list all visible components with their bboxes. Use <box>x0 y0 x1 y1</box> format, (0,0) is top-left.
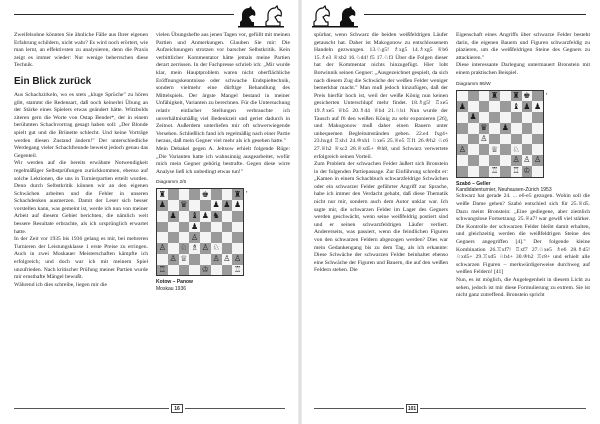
board-square <box>157 211 168 222</box>
paragraph: Nun, es ist möglich, die Angelegenheit in diesem Licht zu sehen, jedoch ist mir diese Formulierung zu extrem. Sie ist nicht ganz zutreffend. Bronstein spricht <box>456 276 590 299</box>
board-square <box>222 265 233 276</box>
board-square <box>179 232 190 243</box>
diagram-players: Szabó – Geller <box>456 180 491 187</box>
board-square <box>479 101 490 112</box>
diagram-caption <box>456 181 590 194</box>
chess-piece-square: ♟ <box>158 200 166 210</box>
left-column-1 <box>14 32 148 289</box>
board-square <box>468 123 479 134</box>
chess-piece-square: ♜ <box>512 90 520 100</box>
board-square <box>211 265 222 276</box>
chess-piece-square: ♞ <box>212 211 220 221</box>
diagram-event: Moskau 1936 <box>156 285 187 292</box>
paragraph: Zweifelsohne könnten Sie ähnliche Fälle aus Ihrer eigenen Erfahrung schildern, nicht wahr? Es wird noch erörtert, wie man lernt, an effektivsten zu analysieren, denn die Praxis zeigt es immer wieder: Nur wenige beherrschen diese Technik. <box>14 32 148 69</box>
paragraph: Während ich dies schreibe, liegen mir die <box>14 281 108 288</box>
chess-piece-square: ♛ <box>180 200 188 210</box>
board-square <box>179 265 190 276</box>
board-square <box>500 155 511 166</box>
paragraph: vielen Übungshefte aus jenen Tagen vor, gefüllt mit meinen Partien und Anmerkungen. Glauben Sie mir: Die Aufzeichnungen strotzen vor barscher Selbstkritik. Kein verbittlicher Kommentator hätte jemals meine Partien derart zerrissen. In der Fachpresse schrieb ich: „Mir wurde klar, mein Hauptproblem waren nicht oberflächliche Eröffnungskenntnisse oder schwache Endspieltechnik, sondern vielmehr eine dürftige Behandlung des Mittelspiels. Der ärgste Mangel bestand in meiner Unfähigkeit, Varianten zu berechnen. Für die Untersuchung relativ einfacher Stellungen verbrauchte ich unverhältnismäßig viel Bedenkzeit und geriet dadurch in Zeitnot. Außerdem unterliefen mir oft schwerwiegende Versehen. Schließlich fand ich regelmäßig nach einer Partie heraus, daß mein Gegner viel mehr als ich gesehen hatte." <box>156 32 290 145</box>
board-square <box>457 134 468 145</box>
chess-piece-square: ♚ <box>201 189 209 199</box>
chess-piece-square: ♟ <box>501 123 509 133</box>
diagram-label: Diagramm 86/W <box>456 81 491 87</box>
chess-piece-square: ♜ <box>158 189 166 199</box>
board-side-marks: ▪ <box>246 189 248 195</box>
chessboard <box>456 90 544 178</box>
chess-piece-square: ♕ <box>491 144 499 154</box>
paragraph: Wir werden auf die bereits erwähnte Notwendigkeit regelmäßiger Selbstprüfungen zurückkommen, ebenso auf solche Lektionen, die uns in Turnierpartien erteilt wurden. Denn durch Selbstkritik können wir an den eigenen Schwächen arbeiten und die Fehler in unseren Schachdenken ausmerzen. Damit der Leser sich besser vorstellen kann, was gemeint ist, werde ich nun von meiner Arbeit auf diesem Gebiet berichten, die nämlich weit bessere Resultate erbrachte, als ich ursprünglich erwartet hatte. <box>14 160 148 235</box>
chess-piece-square: ♟ <box>458 101 466 111</box>
chess-piece-square: ♕ <box>180 254 188 264</box>
board-square <box>479 112 490 123</box>
board-square <box>168 243 179 254</box>
board-square <box>511 123 522 134</box>
board-square <box>479 91 490 102</box>
board-square <box>222 189 233 200</box>
footer-rule <box>420 408 586 409</box>
footer-rule <box>14 408 169 409</box>
paragraph: Aus Schachzirkeln, wo es stets „kluge Sprüche" zu hören gibt, stammt die Redensart, daß noch keinerlei Übung an der Stärke eines Spielers etwas geändert hätte. Witzbolds ziteren gern die Worte von Ostap Bender*, der in einem berühmten Schachvortrag gesagt haben soll: „Der Blonde spielt gut und die Brünette schlecht. Und keine Vorträge werden diesen Zustand ändern!" Der unterschiedliche Werdegang vieler Schachfreunde beweist jedoch genau das Gegenteil. <box>14 91 148 159</box>
board-square <box>189 200 200 211</box>
chess-piece-square: ♜ <box>491 90 499 100</box>
book-gutter <box>298 0 302 424</box>
chess-knights-logo-icon <box>310 4 360 28</box>
board-square <box>189 189 200 200</box>
chess-piece-square: ♚ <box>523 90 531 100</box>
header-rule <box>364 14 586 15</box>
board-square <box>168 189 179 200</box>
chess-piece-square: ♙ <box>212 254 220 264</box>
board-square <box>532 112 543 123</box>
chess-piece-square: ♘ <box>512 144 520 154</box>
board-square <box>468 91 479 102</box>
right-column-2 <box>456 32 590 300</box>
board-square <box>222 232 233 243</box>
chess-piece-square: ♟ <box>469 112 477 122</box>
chess-piece-square: ♟ <box>191 221 199 231</box>
chess-piece-square: ♙ <box>512 155 520 165</box>
chess-piece-square: ♖ <box>491 166 499 176</box>
chess-piece-square: ♖ <box>158 264 166 274</box>
board-square <box>468 155 479 166</box>
board-square <box>479 144 490 155</box>
board-square <box>200 200 211 211</box>
board-square <box>179 222 190 233</box>
diagram-caption <box>156 279 290 292</box>
board-square <box>522 144 533 155</box>
board-square <box>211 189 222 200</box>
board-square <box>468 134 479 145</box>
board-square <box>457 155 468 166</box>
board-square <box>532 91 543 102</box>
paragraph: Mein Debakel gegen A. Jeltsow erhielt folgende Rüge: „Die Varianten hatte ich wahnsinnig ausgearbeitet, wofür mich mein Gegner gehörig bestrafte. Gegen diese wirre Analyse ließ ich unbedingt etwas tun!" <box>156 145 290 175</box>
chess-piece-square: ♟ <box>223 200 231 210</box>
chess-diagram <box>456 90 552 178</box>
board-square <box>511 112 522 123</box>
chess-piece-square: ♛ <box>480 123 488 133</box>
board-square <box>200 222 211 233</box>
board-square <box>232 222 243 233</box>
diagram-label: Diagramm 2/5 <box>156 180 187 186</box>
board-square <box>457 91 468 102</box>
chess-piece-square: ♙ <box>234 254 242 264</box>
board-square <box>468 101 479 112</box>
board-square <box>222 222 233 233</box>
chess-piece-square: ♙ <box>523 155 531 165</box>
paragraph: In der Zeit vor 1935 bis 1936 gelang es mir, bei mehreren Turnieren der Leistungsklasse 1 erste Preise zu erringen. Auch in zwei Moskauer Meisterschaften kämpfte ich erfolgreich; und doch war ich mit meinem Spiel unzufrieden. Nach kritischer Prüfung meiner Partien wurde mir ernsthafte Mängel bewußt. <box>14 236 148 281</box>
chess-piece-square: ♟ <box>534 101 542 111</box>
right-page <box>304 0 600 424</box>
paragraph: Zum Problem der schwachen Felder äußert sich Bronstein in der folgenden Partiepassage. Zur Einführung schreibt er: „Kamen in einem Schachbuch schwarzfeldrige Schwächen oder ein schwarzer Felder geführter Angriff zur Sprache, habe ich immer den Verdacht gehabt, daß diese Thematik nicht nur mir, sondern auch dem Autor unklar war. Ich sagte mir, die schwarzen Felder im Lager des Gegners werden geschwächt, wenn seine weißfeldrig postiert sind und er seinen schwarzfeldrigen Läufer verliert. Andererseits, was passiert, wenn die feindlichen Figuren von den schwarzen Feldern abgezogen werden? Dies war mein Gedankengang bis zu dem Tag, als ich erkannte: Diese Schwäche der schwarzen Felder beinhaltet ebenso eine Schwäche der Figuren und Bauern, die auf den weißen Feldern stehen. Die <box>314 161 448 274</box>
board-square <box>500 144 511 155</box>
paragraph: Eigenschaft eines Angriffs über schwarze Felder besteht darin, die eigenen Bauern und Figuren schwarzfeldig zu plazieren, um die weißfeldrigen Steine des Gegners zu attackieren." <box>456 32 590 61</box>
chessboard <box>156 188 244 276</box>
board-square <box>232 243 243 254</box>
chess-piece-square: ♙ <box>201 243 209 253</box>
chess-piece-square: ♟ <box>212 200 220 210</box>
header-rule <box>14 14 234 15</box>
board-square <box>189 254 200 265</box>
board-square <box>168 222 179 233</box>
diagram-event: Kandidatenturnier, Neuhausen-Zürich 1953 <box>456 186 552 193</box>
chess-knights-logo-icon <box>236 4 286 28</box>
board-side-marks: ▪ <box>546 90 548 96</box>
chess-piece-square: ♔ <box>201 264 209 274</box>
board-square <box>168 265 179 276</box>
chess-piece-square: ♟ <box>201 211 209 221</box>
footer-rule <box>185 408 285 409</box>
chess-piece-square: ♗ <box>191 243 199 253</box>
chess-piece-square: ♙ <box>480 133 488 143</box>
left-page <box>0 0 296 424</box>
chess-piece-square: ♙ <box>458 144 466 154</box>
board-square <box>157 222 168 233</box>
board-square <box>532 123 543 134</box>
chess-piece-square: ♟ <box>169 211 177 221</box>
chess-piece-square: ♖ <box>512 166 520 176</box>
board-square <box>489 101 500 112</box>
board-square <box>200 232 211 243</box>
chess-piece-square: ♘ <box>212 243 220 253</box>
board-square <box>468 166 479 177</box>
chess-piece-square: ♝ <box>512 101 520 111</box>
board-square <box>479 166 490 177</box>
footer-rule <box>314 408 404 409</box>
left-column-2 <box>156 32 290 292</box>
board-square <box>222 243 233 254</box>
board-square <box>500 134 511 145</box>
paragraph: Diese interessante Darlegung untermauert Bronstein mit einem praktischen Beispiel. <box>456 62 590 76</box>
board-square <box>457 112 468 123</box>
board-square <box>522 123 533 134</box>
board-square <box>511 134 522 145</box>
chess-piece-square: ♔ <box>523 166 531 176</box>
page-number: 16 <box>171 404 183 413</box>
chess-diagram <box>156 188 252 276</box>
board-square <box>200 254 211 265</box>
board-square <box>179 211 190 222</box>
board-square <box>532 134 543 145</box>
chess-piece-square: ♙ <box>169 254 177 264</box>
board-square <box>489 123 500 134</box>
board-square <box>157 254 168 265</box>
board-square <box>522 134 533 145</box>
paragraph: Schwarz hat gerade 24. ... e6-e5 gezogen. Wohin soll die weiße Dame gehen? Szabó entschied sich für 25.♕d5. Dazu meint Bronstein: „Eine gediegene, aber ziemlich schwungslose Fortsetzung. 25.♕a7! war gewiß viel stärker. Die Kontrolle der schwarzen Felder bleibt damit erhalten, und gleichzeitig werden die weißfeldrigen Steine des Gegners angegriffen [4]." Der folgende kleine Kombination 26.♖xf7! ♖xf7 27.♘xe5 ♗e6 28.♗d5! ♘xd5+ 29.♖xd5 ♘b4+ 30.♔h2 ♖c8+ und erhielt alle schwarzen Figuren – merkwürdigerweise durchweg auf weißen Feldern! [41] <box>456 193 590 276</box>
board-square <box>232 211 243 222</box>
chess-piece-square: ♘ <box>180 243 188 253</box>
chess-piece-square: ♖ <box>234 264 242 274</box>
board-square <box>232 232 243 243</box>
board-square <box>500 91 511 102</box>
chess-piece-square: ♙ <box>534 155 542 165</box>
chess-piece-square: ♟ <box>523 101 531 111</box>
board-square <box>168 200 179 211</box>
board-square <box>157 232 168 243</box>
chess-piece-square: ♙ <box>191 232 199 242</box>
board-square <box>479 155 490 166</box>
chess-piece-square: ♜ <box>234 189 242 199</box>
board-square <box>500 166 511 177</box>
board-square <box>489 155 500 166</box>
board-square <box>489 112 500 123</box>
board-square <box>211 232 222 243</box>
right-column-1 <box>314 32 448 275</box>
paragraph: spürbar, wenn Schwarz die beiden weißfeldrigen Läufer getauscht hat. Daher ist Makogonow zu entschlossenem Handeln gezwungen. 13.♘g5! ♗xg5 14.♗xg5 ♕b6 15.♗e3 ♕xb2 16.♘d4! f5 17.♘f3 Über die Folgen dieser hat der Kommentar nichts hinzugefügt. Hier lobt Botwinnik seinen Gegner: „Ausgezeichnet gespielt, da sich nach diesem Zug die Schwäche der weißen Felder weniger bemerkbar macht." Man muß jedoch hinzufügen, daß der Preis hierfür hoch ist, weil der weiße König nun keinen gesicherten Unterschlupf mehr findet. 18.♗g5! ♖xe5 19.♗xe5 ♕b5 20.♗d4 ♕b4 21.♘b1 Nun wurde der Tausch auf f6 den weißen König zu sehr exponieren [26], und Makogonow muß daher einen Bauern unter unbequemen Begleitumständen geben. 22.e4 fxg4+ 23.hxg4 ♖xh1 24.♔xh1 ♘xe5 25.♕e5 ♖f1 26.♔h2 ♘c6 27.♕h2 ♕xc2 28.♕xd5+ ♔h8, und Schwarz verwertete erfolgreich seinen Vorteil. <box>314 32 448 160</box>
board-square <box>457 166 468 177</box>
chess-piece-square: ♟ <box>234 200 242 210</box>
chess-piece-square: ♝ <box>191 211 199 221</box>
board-square <box>522 112 533 123</box>
board-square <box>532 166 543 177</box>
board-square <box>500 112 511 123</box>
page-number: 101 <box>407 405 417 412</box>
chess-piece-square: ♙ <box>223 254 231 264</box>
diagram-players: Kotow – Panow <box>156 279 193 286</box>
chess-piece-square: ♙ <box>158 243 166 253</box>
board-square <box>179 189 190 200</box>
board-square <box>468 144 479 155</box>
section-heading: Ein Blick zurück <box>14 75 92 87</box>
board-square <box>532 144 543 155</box>
board-square <box>168 232 179 243</box>
board-square <box>211 222 222 233</box>
board-square <box>222 211 233 222</box>
board-square <box>489 134 500 145</box>
board-square <box>457 123 468 134</box>
board-square <box>189 265 200 276</box>
board-square <box>500 101 511 112</box>
